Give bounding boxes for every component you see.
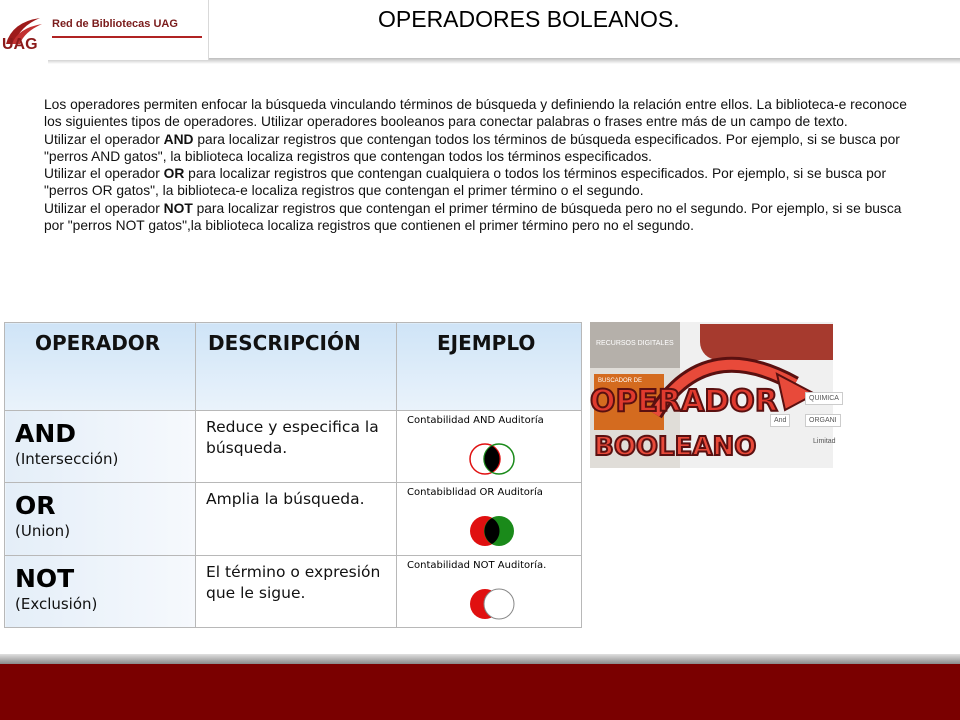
logo-underline: [52, 36, 202, 38]
footer-bar: [0, 664, 960, 720]
footer-divider: [0, 654, 960, 664]
or-op: OR: [163, 166, 185, 182]
desc-cell: Reduce y especifica la búsqueda.: [196, 410, 397, 482]
header-operador: OPERADOR: [5, 323, 196, 411]
promo-line2: BOOLEANO: [594, 432, 757, 462]
logo-abbr: UAG: [2, 36, 38, 53]
example-label: Contabilidad NOT Auditoría.: [407, 559, 547, 571]
not-post: para localizar registros que contengan el primer término de búsqueda pero no el segundo. Por ejemplo, si se busca por "perros NOT gatos",la biblioteca localiza registros que contienen el primer término pero no el segundo.: [44, 200, 902, 234]
intro-paragraph: Los operadores permiten enfocar la búsqueda vinculando términos de búsqueda y definiendo la relación entre ellos. La biblioteca-e reconoce los siguientes tipos de operadores. Utilizar operadores booleanos para conectar palabras o frases entre más de un campo de texto.: [44, 97, 907, 130]
promo-field-limitad: Limitad: [813, 438, 836, 445]
table-row: [5, 555, 582, 628]
desc-cell: El término o expresión que le sigue.: [196, 555, 397, 628]
and-op: AND: [163, 131, 194, 147]
desc-cell: Amplia la búsqueda.: [196, 483, 397, 555]
table-header-row: [5, 323, 582, 411]
example-label: Contabilidad AND Auditoría: [407, 414, 544, 426]
op-cell: AND (Intersección): [5, 410, 196, 482]
op-cell: OR (Union): [5, 483, 196, 555]
not-paragraph: [44, 200, 924, 235]
table-row: [5, 410, 582, 482]
promo-field-and: And: [770, 414, 790, 427]
promo-line1: OPERADOR: [590, 384, 778, 419]
example-cell: [397, 410, 582, 482]
and-pre: Utilizar el operador: [44, 131, 164, 147]
promo-field-quimica: QUIMICA: [805, 392, 843, 405]
table-row: [5, 483, 582, 555]
logo: [0, 0, 209, 60]
example-cell: [397, 483, 582, 555]
op-cell: NOT (Exclusión): [5, 555, 196, 628]
intro-text: [44, 96, 924, 234]
header-ejemplo: EJEMPLO: [397, 323, 582, 411]
promo-field-organi: ORGANI: [805, 414, 841, 427]
or-paragraph: [44, 165, 924, 200]
not-op: NOT: [163, 200, 193, 216]
and-paragraph: [44, 131, 924, 166]
or-post: para localizar registros que contengan cualquiera o todos los términos especificados. Por ejemplo, si se busca por "perros OR gatos", la biblioteca-e localiza registros que contengan el primer término o el segundo.: [44, 166, 887, 199]
example-label: Contabiblidad OR Auditoría: [407, 487, 543, 499]
logo-text: Red de Bibliotecas UAG: [52, 18, 178, 30]
page-title: OPERADORES BOLEANOS.: [378, 6, 680, 32]
promo-recursos: RECURSOS DIGITALES: [590, 322, 680, 368]
operador-booleano-image: [590, 322, 839, 468]
and-post: para localizar registros que contengan todos los términos de búsqueda especificados. Por ejemplo, si se busca por "perros AND gatos", la biblioteca localiza registros que contengan todos los términos especificados.: [44, 131, 900, 164]
header-descripcion: DESCRIPCIÓN: [196, 323, 397, 411]
or-pre: Utilizar el operador: [44, 166, 164, 182]
promo-buscador: BUSCADOR DE: [594, 374, 664, 430]
not-pre: Utilizar el operador: [44, 200, 164, 216]
example-cell: [397, 555, 582, 628]
venn-not-icon: [465, 586, 521, 622]
venn-and-icon: [465, 441, 521, 477]
venn-or-icon: [465, 513, 521, 549]
operators-table: [4, 322, 582, 628]
